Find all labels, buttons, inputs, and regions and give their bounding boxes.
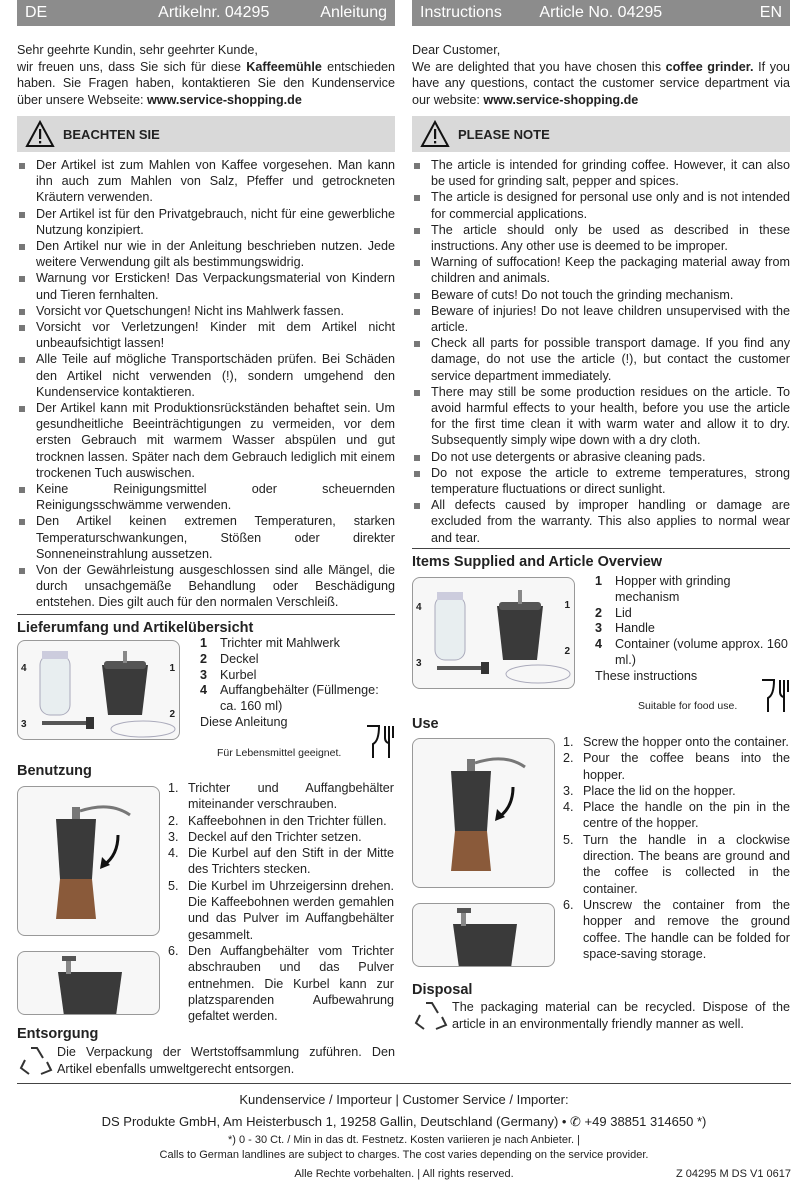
list-item: Von der Gewährleistung ausgeschlossen sind alle Mängel, die durch unsachgemäße Behandlung oder Beschädigung entstehen. Dies gilt auch für den normalen Verschleiß.	[17, 562, 395, 611]
disposal-title-de: Entsorgung	[17, 1026, 99, 1042]
header-bar-en	[412, 0, 790, 26]
manual-item: Diese Anleitung	[200, 714, 288, 729]
overview-section-en	[412, 542, 790, 570]
list-item: Check all parts for possible transport damage. If you find any damage, do not use the article (!), but contact the customer service department immediately.	[412, 335, 790, 384]
recycle-icon	[17, 1044, 57, 1081]
warning-icon	[17, 116, 63, 152]
list-item: The article is intended for grinding coffee. However, it can also be used for grinding salt, pepper and spices.	[412, 157, 790, 189]
list-item: The article should only be used as described in these instructions. Any other use is deemed to be improper.	[412, 222, 790, 254]
list-item: 3 Handle	[595, 621, 655, 636]
disposal-de: Die Verpackung der Wertstoffsammlung zuführen. Den Artikel ebenfalls umweltgerecht entsorgen.	[17, 1044, 395, 1081]
list-item: Warning of suffocation! Keep the packaging material away from children and animals.	[412, 254, 790, 286]
footer-service-label: Kundenservice / Importeur | Customer Service / Importer:	[239, 1092, 569, 1107]
list-item: 2. Kaffeebohnen in den Trichter füllen.	[168, 813, 387, 828]
note-bar	[17, 116, 395, 152]
list-item: 1. Trichter und Auffangbehälter miteinander verschrauben.	[168, 781, 394, 812]
list-item: 1 Hopper with grinding mechanism	[595, 574, 731, 604]
article-number: Artikelnr. 04295	[158, 4, 270, 21]
list-item: Den Artikel nur wie in der Anleitung beschrieben nutzen. Jede weitere Verwendung gilt als bestimmungswidrig.	[17, 238, 395, 270]
food-note: Suitable for food use.	[638, 700, 738, 712]
label-1: 1	[564, 600, 570, 611]
list-item: Vorsicht vor Verletzungen! Kinder mit dem Artikel nicht unbeaufsichtigt lassen!	[17, 319, 395, 351]
food-note: Für Lebensmittel geeignet.	[217, 747, 342, 759]
notes-list	[412, 157, 790, 546]
list-item: Do not use detergents or abrasive cleaning pads.	[412, 449, 790, 465]
overview-title: Lieferumfang und Artikelübersicht	[17, 614, 395, 636]
lang-label: DE	[25, 4, 48, 21]
list-item: Alle Teile auf mögliche Transportschäden prüfen. Bei Schäden den Artikel nicht verwenden (!), sondern umgehend den Kundenservice kontaktieren.	[17, 351, 395, 400]
website-link[interactable]: www.service-shopping.de	[483, 92, 639, 107]
product-overview-image	[17, 640, 180, 740]
product-overview-image	[412, 577, 575, 689]
parts-list-en	[595, 574, 791, 685]
list-item: 1. Screw the hopper onto the container.	[563, 735, 789, 749]
list-item: 2 Deckel	[200, 651, 259, 666]
footer-cost-de: *) 0 - 30 Ct. / Min in das dt. Festnetz. Kosten variieren je nach Anbieter. |	[228, 1134, 580, 1146]
list-item: 3. Deckel auf den Trichter setzen.	[168, 829, 362, 844]
manual-item: These instructions	[595, 668, 698, 683]
label-4: 4	[416, 602, 422, 613]
doc-type: Anleitung	[320, 4, 387, 21]
lang-label: Instructions	[420, 4, 502, 21]
list-item: 4 Auffangbehälter (Füllmenge: ca. 160 ml)	[200, 683, 379, 714]
list-item: Der Artikel kann mit Produktionsrückständen behaftet sein. Um gesundheitliche Beeinträchtigungen zu vermeiden, vor dem ersten Gebrauch mit warmem Wasser abspülen und gut trocknen lassen. Später nach dem Gebrauch lediglich mit einem trockenen Tuch auswischen.	[17, 400, 395, 481]
list-item: 4. Die Kurbel auf den Stift in der Mitte des Trichters stecken.	[168, 846, 394, 877]
list-item: Der Artikel ist zum Mahlen von Kaffee vorgesehen. Man kann ihn auch zum Mahlen von Salz, Pfeffer und getrockneten Kräutern verwenden.	[17, 157, 395, 206]
list-item: Beware of cuts! Do not touch the grinding mechanism.	[412, 287, 790, 303]
usage-image-1	[17, 786, 160, 936]
list-item: 4 Container (volume approx. 160 ml.)	[595, 637, 788, 667]
website-link[interactable]: www.service-shopping.de	[146, 92, 302, 107]
label-2: 2	[564, 646, 570, 657]
food-safe-icon	[760, 678, 790, 719]
label-3: 3	[21, 719, 27, 730]
list-item: There may still be some production residues on the article. To avoid harmful effects to your health, before you use the article for the first time clean it with warm water and allow it to dry. Subsequently simply wipe down with a dry cloth.	[412, 384, 790, 449]
usage-image-1	[412, 738, 555, 888]
usage-image-2	[17, 951, 160, 1015]
greeting: Dear Customer,	[412, 43, 501, 57]
greeting: Sehr geehrte Kundin, sehr geehrter Kunde,	[17, 43, 258, 57]
list-item: Den Artikel keinen extremen Temperaturen, starken Temperaturschwankungen, Stößen oder direkter Sonneneinstrahlung aussetzen.	[17, 513, 395, 562]
footer-address: DS Produkte GmbH, Am Heisterbusch 1, 19258 Gallin, Deutschland (Germany) • ✆ +49 38851 314650 *)	[101, 1114, 707, 1129]
list-item: Keine Reinigungsmittel oder scheuernden Reinigungsschwämme verwenden.	[17, 481, 395, 513]
list-item: 4. Place the handle on the pin in the centre of the hopper.	[563, 800, 790, 831]
list-item: 5. Die Kurbel im Uhrzeigersinn drehen. Die Kaffeebohnen werden gemahlen und das Pulver im Auffangbehälter gesammelt.	[168, 878, 394, 942]
list-item: Vorsicht vor Quetschungen! Nicht ins Mahlwerk fassen.	[17, 303, 395, 319]
notes-list	[17, 157, 395, 611]
list-item: 6. Den Auffangbehälter vom Trichter abschrauben und das Pulver entnehmen. Die Kurbel kann zur platzsparenden Aufbewahrung gefaltet werden.	[168, 943, 394, 1024]
label-2: 2	[169, 709, 175, 720]
use-title-en: Use	[412, 716, 439, 732]
list-item: 3 Kurbel	[200, 667, 257, 682]
intro-paragraph: wir freuen uns, dass Sie sich für diese Kaffeemühle entschieden haben. Sie Fragen haben, kontaktieren Sie den Kundenservice über unsere Webseite: www.service-shopping.de	[17, 59, 395, 107]
header-bar-de	[17, 0, 395, 26]
list-item: Do not expose the article to extreme temperatures, strong temperature fluctuations or direct sunlight.	[412, 465, 790, 497]
warning-icon	[412, 116, 458, 152]
column-english	[412, 0, 790, 546]
parts-list-de	[200, 636, 390, 731]
use-title-de: Benutzung	[17, 763, 92, 779]
usage-image-2	[412, 903, 555, 967]
footer	[17, 1083, 791, 1180]
list-item: The article is designed for personal use only and is not intended for commercial applications.	[412, 189, 790, 221]
list-item: All defects caused by improper handling or damage are excluded from the warranty. This also applies to normal wear and tear.	[412, 497, 790, 546]
intro-paragraph: We are delighted that you have chosen this coffee grinder. If you have any questions, contact the customer service department via our website: www.service-shopping.de	[412, 59, 790, 107]
note-title: BEACHTEN SIE	[63, 126, 160, 142]
list-item: 6. Unscrew the container from the hopper and remove the ground coffee. The handle can be folded for space-saving storage.	[563, 897, 790, 961]
steps-list-de	[168, 780, 394, 1024]
list-item: 1 Trichter mit Mahlwerk	[200, 636, 340, 650]
doc-code: Z 04295 M DS V1 0617	[676, 1168, 791, 1180]
overview-section-de	[17, 608, 395, 636]
list-item: Der Artikel ist für den Privatgebrauch, nicht für eine gewerbliche Nutzung konzipiert.	[17, 206, 395, 238]
doc-type: EN	[759, 4, 782, 21]
note-bar	[412, 116, 790, 152]
label-3: 3	[416, 658, 422, 669]
footer-cost-en: Calls to German landlines are subject to charges. The cost varies depending on the service provider.	[159, 1149, 649, 1161]
list-item: 2. Pour the coffee beans into the hopper.	[563, 751, 790, 782]
disposal-title-en: Disposal	[412, 982, 473, 998]
list-item: 3. Place the lid on the hopper.	[563, 783, 736, 798]
footer-rights: Alle Rechte vorbehalten. | All rights reserved. Z 04295 M DS V1 0617	[294, 1168, 791, 1180]
list-item: Warnung vor Ersticken! Das Verpackungsmaterial von Kindern und Tieren fernhalten.	[17, 270, 395, 302]
column-german	[17, 0, 395, 611]
list-item: 5. Turn the handle in a clockwise direction. The beans are ground and the coffee is collected in the container.	[563, 832, 790, 896]
note-title: PLEASE NOTE	[458, 126, 550, 142]
food-safe-icon	[365, 724, 395, 765]
label-1: 1	[169, 663, 175, 674]
label-4: 4	[21, 663, 27, 674]
disposal-en: The packaging material can be recycled. Dispose of the article in an environmentally friendly manner as well.	[412, 999, 790, 1036]
steps-list-en	[563, 734, 790, 962]
list-item: 2 Lid	[595, 605, 632, 620]
list-item: Beware of injuries! Do not leave children unsupervised with the article.	[412, 303, 790, 335]
overview-title: Items Supplied and Article Overview	[412, 548, 790, 570]
article-number: Article No. 04295	[539, 4, 663, 21]
recycle-icon	[412, 999, 452, 1036]
